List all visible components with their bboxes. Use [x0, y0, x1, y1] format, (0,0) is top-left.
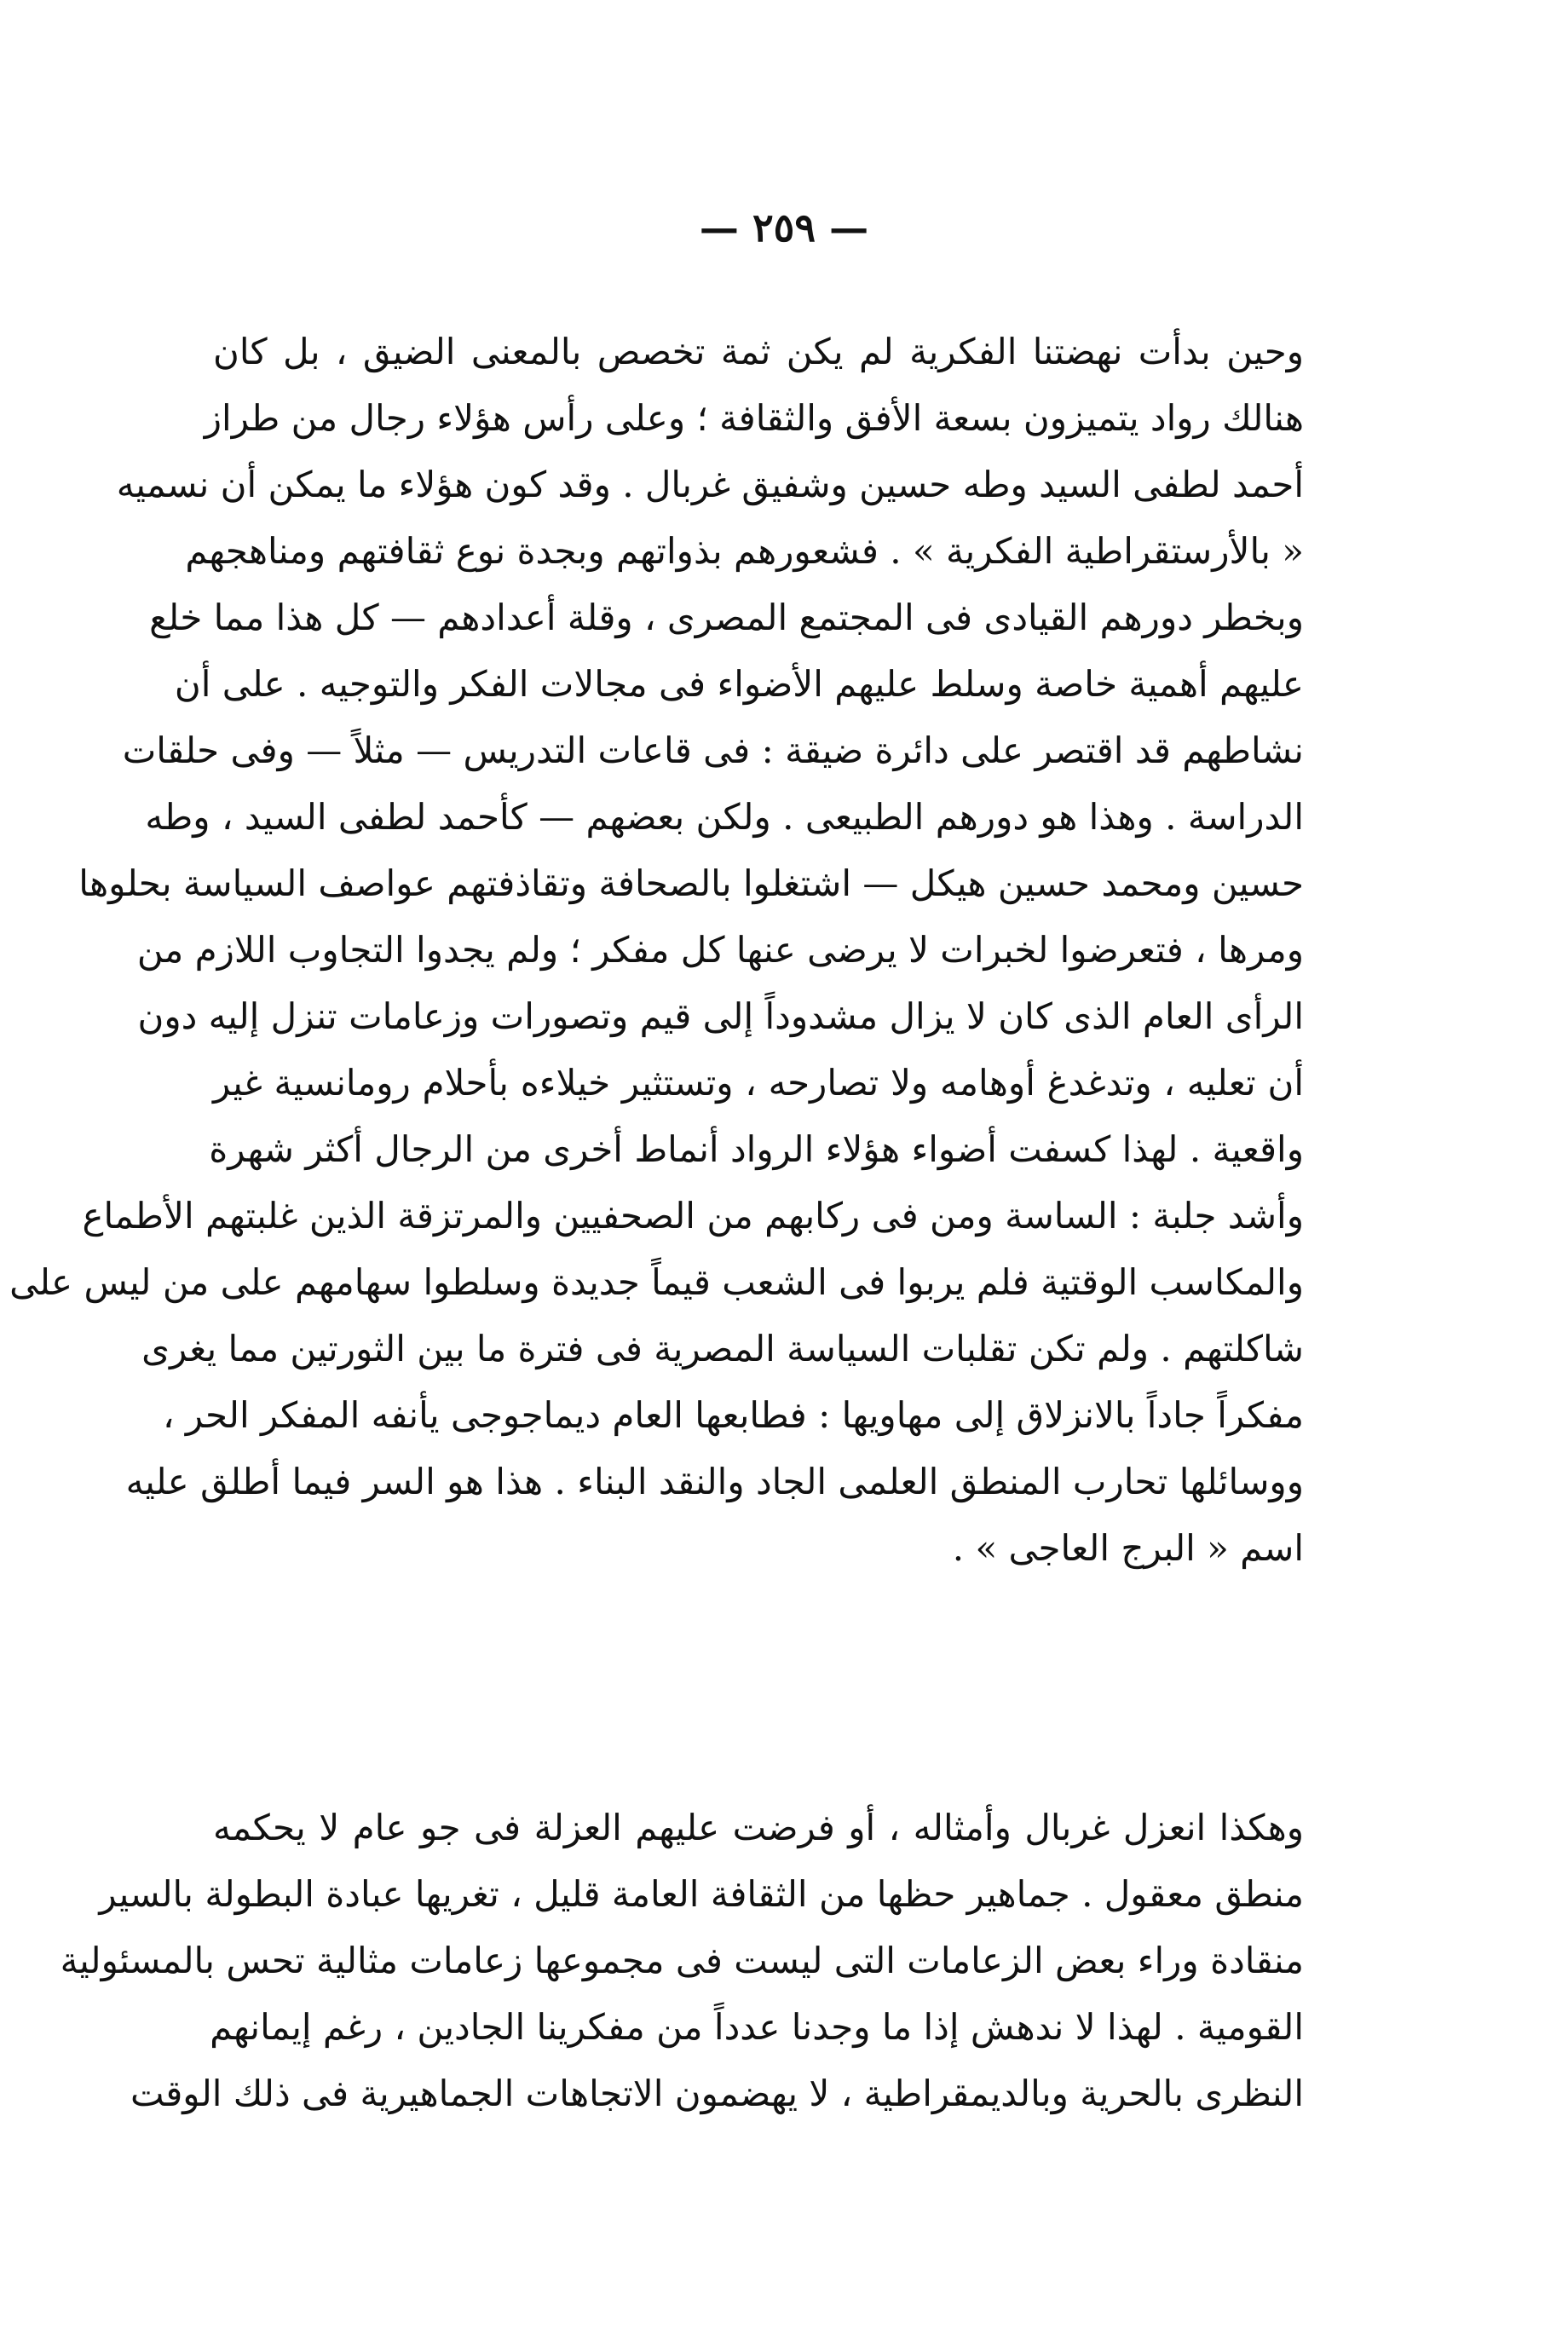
text-line: منطق معقول . جماهير حظها من الثقافة العامة قليل ، تغريها عبادة البطولة بالسير: [99, 1873, 1304, 1915]
text-line: واقعية . لهذا كسفت أضواء هؤلاء الرواد أنماط أخرى من الرجال أكثر شهرة: [209, 1128, 1304, 1170]
text-line: شاكلتهم . ولم تكن تقلبات السياسة المصرية فى فترة ما بين الثورتين مما يغرى: [141, 1328, 1304, 1369]
text-line: ووسائلها تحارب المنطق العلمى الجاد والنقد البناء . هذا هو السر فيما أطلق عليه: [125, 1461, 1304, 1502]
text-line: النظرى بالحرية وبالديمقراطية ، لا يهضمون الاتجاهات الجماهيرية فى ذلك الوقت: [130, 2073, 1304, 2114]
text-line: الرأى العام الذى كان لا يزال مشدوداً إلى قيم وتصورات وزعامات تنزل إليه دون: [137, 995, 1304, 1037]
text-line: أن تعليه ، وتدغدغ أوهامه ولا تصارحه ، وتستثير خيلاءه بأحلام رومانسية غير: [213, 1062, 1304, 1104]
text-line: الدراسة . وهذا هو دورهم الطبيعى . ولكن بعضهم — كأحمد لطفى السيد ، وطه: [145, 796, 1304, 838]
paragraph-2: [60, 1795, 1304, 2127]
text-line: حسين ومحمد حسين هيكل — اشتغلوا بالصحافة وتقاذفتهم عواصف السياسة بحلوها: [78, 862, 1304, 904]
paragraph-1: [9, 319, 1304, 1582]
text-line: وأشد جلبة : الساسة ومن فى ركابهم من الصحفيين والمرتزقة الذين غلبتهم الأطماع: [82, 1195, 1304, 1237]
text-line: القومية . لهذا لا ندهش إذا ما وجدنا عدداً من مفكرينا الجادين ، رغم إيمانهم: [210, 2006, 1304, 2048]
text-line: منقادة وراء بعض الزعامات التى ليست فى مجموعها زعامات مثالية تحس بالمسئولية: [60, 1940, 1304, 1981]
text-line: وبخطر دورهم القيادى فى المجتمع المصرى ، وقلة أعدادهم — كل هذا مما خلع: [149, 597, 1304, 638]
text-line: وحين بدأت نهضتنا الفكرية لم يكن ثمة تخصص بالمعنى الضيق ، بل كان: [213, 331, 1304, 372]
text-line: عليهم أهمية خاصة وسلط عليهم الأضواء فى مجالات الفكر والتوجيه . على أن: [174, 663, 1304, 705]
page-number: — ٢٥٩ —: [699, 205, 869, 251]
text-line: « بالأرستقراطية الفكرية » . فشعورهم بذواتهم وبجدة نوع ثقافتهم ومناهجهم: [185, 530, 1304, 572]
text-line: اسم « البرج العاجى » .: [952, 1527, 1304, 1569]
text-line: والمكاسب الوقتية فلم يربوا فى الشعب قيماً جديدة وسلطوا سهامهم على من ليس على: [9, 1261, 1304, 1303]
text-line: وهكذا انعزل غربال وأمثاله ، أو فرضت عليهم العزلة فى جو عام لا يحكمه: [213, 1807, 1304, 1848]
text-line: أحمد لطفى السيد وطه حسين وشفيق غربال . وقد كون هؤلاء ما يمكن أن نسميه: [116, 464, 1304, 505]
text-line: نشاطهم قد اقتصر على دائرة ضيقة : فى قاعات التدريس — مثلاً — وفى حلقات: [122, 729, 1304, 771]
text-line: مفكراً جاداً بالانزلاق إلى مهاويها : فطابعها العام ديماجوجى يأنفه المفكر الحر ،: [162, 1394, 1304, 1436]
text-line: ومرها ، فتعرضوا لخبرات لا يرضى عنها كل مفكر ؛ ولم يجدوا التجاوب اللازم من: [136, 929, 1304, 971]
text-line: هنالك رواد يتميزون بسعة الأفق والثقافة ؛ وعلى رأس هؤلاء رجال من طراز: [204, 397, 1304, 439]
